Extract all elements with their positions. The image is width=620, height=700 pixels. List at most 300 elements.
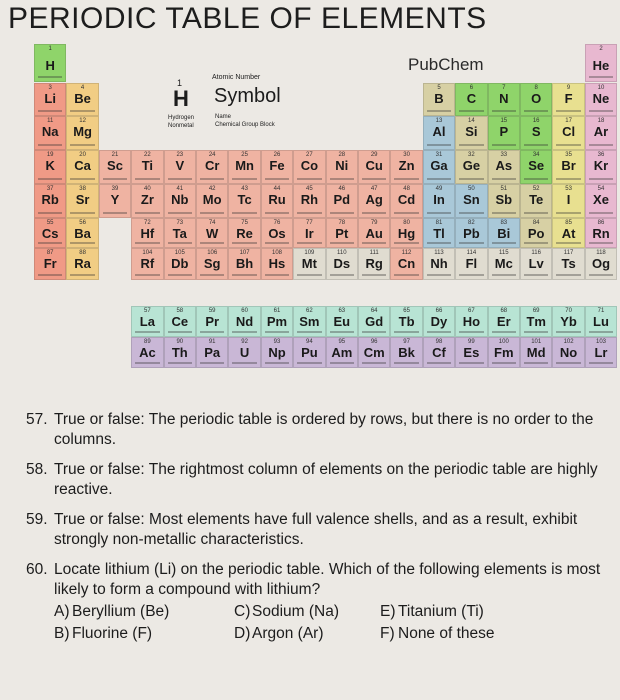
element-name-line xyxy=(524,110,548,112)
element-symbol: Mt xyxy=(301,256,317,271)
element-yb xyxy=(552,306,584,337)
element-ta xyxy=(164,218,196,248)
atomic-number: 81 xyxy=(435,220,443,226)
atomic-number: 53 xyxy=(565,186,572,192)
element-symbol: Mo xyxy=(202,192,222,207)
element-symbol: Ts xyxy=(561,256,576,271)
atomic-number: 93 xyxy=(273,339,281,345)
atomic-number: 41 xyxy=(176,186,184,192)
legend-key-name: Hydrogen xyxy=(168,115,195,121)
element-cd xyxy=(390,184,422,218)
element-symbol: Dy xyxy=(430,314,448,329)
element-symbol: Cu xyxy=(365,158,383,173)
element-k xyxy=(34,150,66,184)
element-name-line xyxy=(38,178,62,180)
atomic-number: 99 xyxy=(468,339,475,345)
atomic-number: 27 xyxy=(306,152,313,158)
element-symbol: He xyxy=(592,58,610,73)
legend-key-number: 1 xyxy=(177,78,183,88)
element-symbol: Ho xyxy=(462,314,481,329)
element-s xyxy=(520,116,552,150)
atomic-number: 113 xyxy=(434,250,444,256)
element-symbol: Zr xyxy=(140,192,154,207)
element-name-line xyxy=(427,362,451,364)
option-letter: B) xyxy=(54,625,70,642)
element-cr xyxy=(196,150,228,184)
element-symbol: Br xyxy=(561,158,576,173)
element-hg xyxy=(390,218,422,248)
option-label: Fluorine (F) xyxy=(72,625,153,642)
element-name-line xyxy=(492,274,516,276)
element-db xyxy=(164,248,196,280)
atomic-number: 17 xyxy=(565,118,572,124)
element-tm xyxy=(520,306,552,337)
element-name-line xyxy=(427,212,451,214)
element-name-line xyxy=(524,144,548,146)
element-name-line xyxy=(427,274,451,276)
element-name-line xyxy=(556,362,580,364)
element-ts xyxy=(552,248,584,280)
element-symbol: Rh xyxy=(300,192,319,207)
element-ac xyxy=(131,337,163,368)
element-rn xyxy=(585,218,617,248)
atomic-number: 33 xyxy=(500,152,508,158)
atomic-number: 31 xyxy=(435,152,443,158)
atomic-number: 21 xyxy=(111,152,119,158)
element-mo xyxy=(196,184,228,218)
element-symbol: Lu xyxy=(593,314,609,329)
element-fm xyxy=(488,337,520,368)
element-name-line xyxy=(168,274,192,276)
element-symbol: Al xyxy=(432,124,446,139)
element-in xyxy=(423,184,455,218)
element-symbol: K xyxy=(45,158,55,173)
element-name-line xyxy=(200,274,224,276)
element-symbol: Pr xyxy=(205,314,220,329)
element-th xyxy=(164,337,196,368)
element-xe xyxy=(585,184,617,218)
option-letter: C) xyxy=(234,603,251,620)
atomic-number: 56 xyxy=(79,220,86,226)
element-name-line xyxy=(330,274,354,276)
element-name-line xyxy=(200,212,224,214)
atomic-number: 72 xyxy=(144,220,151,226)
element-name-line xyxy=(297,274,321,276)
option-letter: D) xyxy=(234,625,251,642)
legend-key-group: Nonmetal xyxy=(168,123,194,129)
element-symbol: V xyxy=(175,158,185,173)
atomic-number: 36 xyxy=(597,152,605,158)
element-symbol: H xyxy=(45,58,55,73)
element-symbol: Tm xyxy=(526,314,546,329)
atomic-number: 32 xyxy=(468,152,475,158)
element-cs xyxy=(34,218,66,248)
element-name-line xyxy=(362,242,386,244)
element-symbol: Pu xyxy=(301,345,318,360)
element-re xyxy=(228,218,260,248)
element-symbol: Lv xyxy=(528,256,544,271)
atomic-number: 49 xyxy=(435,186,443,192)
element-name-line xyxy=(330,242,354,244)
element-name-line xyxy=(70,178,94,180)
atomic-number: 84 xyxy=(532,220,540,226)
element-name-line xyxy=(103,212,127,214)
element-symbol: Nb xyxy=(171,192,189,207)
element-name-line xyxy=(556,144,580,146)
atomic-number: 110 xyxy=(337,250,347,256)
atomic-number: 51 xyxy=(500,186,508,192)
element-name-line xyxy=(103,178,127,180)
element-cm xyxy=(358,337,390,368)
element-symbol: Sn xyxy=(463,192,480,207)
element-name-line xyxy=(524,242,548,244)
atomic-number: 96 xyxy=(370,339,378,345)
element-name-line xyxy=(427,331,451,333)
element-zn xyxy=(390,150,422,184)
element-name-line xyxy=(200,242,224,244)
atomic-number: 109 xyxy=(304,250,315,256)
legend-label-symbol: Symbol xyxy=(214,85,281,107)
atomic-number: 40 xyxy=(144,186,151,192)
atomic-number: 92 xyxy=(241,339,248,345)
element-name-line xyxy=(524,331,548,333)
atomic-number: 15 xyxy=(500,118,508,124)
element-name-line xyxy=(135,242,159,244)
element-symbol: Tl xyxy=(433,226,445,241)
option-label: Titanium (Ti) xyxy=(398,603,484,620)
element-name-line xyxy=(394,362,418,364)
element-name-line xyxy=(459,110,483,112)
atomic-number: 43 xyxy=(241,186,248,192)
element-pt xyxy=(326,218,358,248)
atomic-number: 117 xyxy=(563,250,574,256)
atomic-number: 22 xyxy=(144,152,151,158)
option-letter: A) xyxy=(54,603,70,620)
legend xyxy=(168,70,281,140)
element-rg xyxy=(358,248,390,280)
element-symbol: Rg xyxy=(365,256,383,271)
element-symbol: Ac xyxy=(139,345,156,360)
element-bh xyxy=(228,248,260,280)
element-symbol: Lr xyxy=(594,345,608,360)
element-lu xyxy=(585,306,617,337)
element-name-line xyxy=(232,242,256,244)
element-mt xyxy=(293,248,325,280)
element-symbol: Bh xyxy=(235,256,254,271)
atomic-number: 105 xyxy=(174,250,185,256)
element-symbol: Ar xyxy=(593,124,609,139)
element-name-line xyxy=(232,178,256,180)
element-symbol: Tc xyxy=(237,192,252,207)
element-name-line xyxy=(589,362,613,364)
element-symbol: Be xyxy=(74,91,91,106)
element-w xyxy=(196,218,228,248)
element-symbol: Cs xyxy=(41,226,59,241)
element-name-line xyxy=(589,242,613,244)
atomic-number: 7 xyxy=(502,85,506,91)
element-symbol: Pd xyxy=(333,192,351,207)
element-au xyxy=(358,218,390,248)
atomic-number: 57 xyxy=(144,308,151,314)
element-name-line xyxy=(492,331,516,333)
atomic-number: 88 xyxy=(79,250,86,256)
element-symbol: Ds xyxy=(333,256,351,271)
atomic-number: 19 xyxy=(46,152,54,158)
element-name-line xyxy=(524,178,548,180)
element-name-line xyxy=(394,212,418,214)
atomic-number: 94 xyxy=(306,339,313,345)
element-symbol: U xyxy=(239,345,250,360)
element-c xyxy=(455,83,487,116)
atomic-number: 65 xyxy=(403,308,410,314)
element-symbol: Mn xyxy=(235,158,254,173)
element-symbol: Rf xyxy=(140,256,155,271)
element-symbol: Pa xyxy=(204,345,221,360)
option-label: Sodium (Na) xyxy=(252,603,339,620)
atomic-number: 82 xyxy=(468,220,475,226)
element-symbol: Ra xyxy=(74,256,91,271)
element-as xyxy=(488,150,520,184)
element-name-line xyxy=(459,212,483,214)
element-name-line xyxy=(297,242,321,244)
element-symbol: Xe xyxy=(593,192,609,207)
element-at xyxy=(552,218,584,248)
element-er xyxy=(488,306,520,337)
atomic-number: 1 xyxy=(48,46,52,52)
element-symbol: In xyxy=(433,192,445,207)
element-symbol: Pm xyxy=(266,314,288,329)
legend-label-group: Chemical Group Block xyxy=(215,122,275,128)
element-symbol: Cn xyxy=(397,256,416,271)
element-sg xyxy=(196,248,228,280)
element-rb xyxy=(34,184,66,218)
element-p xyxy=(488,116,520,150)
element-name-line xyxy=(168,362,192,364)
atomic-number: 13 xyxy=(435,118,443,124)
atomic-number: 46 xyxy=(338,186,346,192)
element-name-line xyxy=(232,274,256,276)
atomic-number: 9 xyxy=(566,85,571,91)
atomic-number: 6 xyxy=(469,85,474,91)
element-sm xyxy=(293,306,325,337)
element-name-line xyxy=(265,212,289,214)
question-text: True or false: The rightmost column of elements on the periodic table are highly reactive. xyxy=(54,461,598,498)
element-symbol: Ti xyxy=(141,158,154,173)
element-name-line xyxy=(297,178,321,180)
legend-label-atomic-number: Atomic Number xyxy=(212,74,261,81)
element-name-line xyxy=(265,362,289,364)
element-og xyxy=(585,248,617,280)
atomic-number: 4 xyxy=(80,85,85,91)
element-symbol: As xyxy=(495,158,513,173)
answer-options xyxy=(54,602,606,644)
element-cu xyxy=(358,150,390,184)
element-symbol: F xyxy=(564,91,573,106)
atomic-number: 112 xyxy=(401,250,412,256)
atomic-number: 8 xyxy=(534,85,538,91)
element-name-line xyxy=(38,144,62,146)
element-name-line xyxy=(492,144,516,146)
element-ra xyxy=(66,248,98,280)
element-symbol: Bi xyxy=(497,226,511,241)
atomic-number: 66 xyxy=(435,308,443,314)
element-symbol: Ce xyxy=(171,314,189,329)
atomic-number: 71 xyxy=(597,308,605,314)
element-name-line xyxy=(492,362,516,364)
element-symbol: Re xyxy=(236,226,253,241)
element-symbol: Md xyxy=(526,345,546,360)
element-pr xyxy=(196,306,228,337)
element-name-line xyxy=(394,274,418,276)
element-name-line xyxy=(524,362,548,364)
element-co xyxy=(293,150,325,184)
element-symbol: Am xyxy=(331,345,353,360)
element-name-line xyxy=(394,178,418,180)
element-ag xyxy=(358,184,390,218)
element-symbol: Po xyxy=(527,226,545,241)
element-name-line xyxy=(297,212,321,214)
element-symbol: Na xyxy=(41,124,59,139)
atomic-number: 55 xyxy=(46,220,54,226)
element-symbol: Cd xyxy=(397,192,416,207)
element-symbol: N xyxy=(499,91,509,106)
atomic-number: 69 xyxy=(532,308,540,314)
atomic-number: 3 xyxy=(48,85,52,91)
element-f xyxy=(552,83,584,116)
atomic-number: 107 xyxy=(239,250,250,256)
option-label: Beryllium (Be) xyxy=(72,603,170,620)
element-sr xyxy=(66,184,98,218)
element-name-line xyxy=(135,362,159,364)
question-59 xyxy=(26,510,606,550)
element-symbol: Sc xyxy=(107,158,123,173)
element-pm xyxy=(261,306,293,337)
element-name-line xyxy=(70,144,94,146)
element-name-line xyxy=(232,212,256,214)
element-name-line xyxy=(492,178,516,180)
atomic-number: 77 xyxy=(306,220,313,226)
element-hs xyxy=(261,248,293,280)
element-sn xyxy=(455,184,487,218)
element-symbol: Nd xyxy=(235,314,254,329)
element-h xyxy=(34,44,66,82)
element-name-line xyxy=(38,242,62,244)
atomic-number: 50 xyxy=(468,186,475,192)
atomic-number: 70 xyxy=(565,308,572,314)
element-pa xyxy=(196,337,228,368)
atomic-number: 5 xyxy=(437,85,441,91)
element-name-line xyxy=(168,331,192,333)
element-name-line xyxy=(265,242,289,244)
element-symbol: Tb xyxy=(398,314,415,329)
element-name-line xyxy=(330,331,354,333)
element-ni xyxy=(326,150,358,184)
element-name-line xyxy=(427,110,451,112)
option-letter: F) xyxy=(380,625,395,642)
atomic-number: 86 xyxy=(597,220,605,226)
element-name-line xyxy=(556,212,580,214)
element-name-line xyxy=(70,274,94,276)
atomic-number: 67 xyxy=(468,308,475,314)
element-symbol: Ru xyxy=(268,192,286,207)
atomic-number: 29 xyxy=(370,152,378,158)
element-nd xyxy=(228,306,260,337)
element-symbol: Y xyxy=(110,192,120,207)
element-symbol: Nh xyxy=(430,256,448,271)
element-symbol: Ir xyxy=(305,226,314,241)
element-o xyxy=(520,83,552,116)
element-name-line xyxy=(427,242,451,244)
element-eu xyxy=(326,306,358,337)
element-tb xyxy=(390,306,422,337)
atomic-number: 18 xyxy=(597,118,605,124)
legend-key-symbol: H xyxy=(173,86,189,111)
element-name-line xyxy=(135,274,159,276)
atomic-number: 106 xyxy=(207,250,218,256)
element-name-line xyxy=(524,212,548,214)
element-symbol: No xyxy=(559,345,578,360)
element-name-line xyxy=(524,274,548,276)
question-number: 57. xyxy=(26,411,48,428)
atomic-number: 118 xyxy=(596,250,606,256)
element-name-line xyxy=(492,212,516,214)
element-symbol: O xyxy=(531,91,542,106)
element-name-line xyxy=(168,242,192,244)
element-i xyxy=(552,184,584,218)
element-lv xyxy=(520,248,552,280)
atomic-number: 47 xyxy=(370,186,378,192)
atomic-number: 116 xyxy=(531,250,541,256)
element-symbol: Mg xyxy=(73,124,92,139)
element-symbol: Fm xyxy=(494,345,514,360)
element-symbol: Os xyxy=(268,226,286,241)
element-name-line xyxy=(492,110,516,112)
element-name-line xyxy=(265,178,289,180)
atomic-number: 68 xyxy=(500,308,508,314)
element-name-line xyxy=(200,331,224,333)
element-name-line xyxy=(556,178,580,180)
element-name-line xyxy=(459,242,483,244)
element-name-line xyxy=(394,242,418,244)
element-name-line xyxy=(200,362,224,364)
questions xyxy=(26,410,606,654)
atomic-number: 12 xyxy=(79,118,86,124)
element-ti xyxy=(131,150,163,184)
element-name-line xyxy=(589,110,613,112)
element-mc xyxy=(488,248,520,280)
element-name-line xyxy=(297,331,321,333)
atomic-number: 42 xyxy=(208,186,216,192)
element-name-line xyxy=(459,144,483,146)
element-name-line xyxy=(362,362,386,364)
element-symbol: Ta xyxy=(172,226,187,241)
element-am xyxy=(326,337,358,368)
atomic-number: 115 xyxy=(499,250,509,256)
atomic-number: 101 xyxy=(531,339,542,345)
element-name-line xyxy=(330,362,354,364)
element-symbol: Te xyxy=(529,192,544,207)
element-symbol: P xyxy=(499,124,509,139)
element-symbol: Hs xyxy=(268,256,286,271)
element-symbol: W xyxy=(206,226,219,241)
element-te xyxy=(520,184,552,218)
element-symbol: Yb xyxy=(560,314,577,329)
atomic-number: 48 xyxy=(403,186,410,192)
element-name-line xyxy=(394,331,418,333)
element-name-line xyxy=(459,362,483,364)
atomic-number: 20 xyxy=(79,152,86,158)
element-md xyxy=(520,337,552,368)
